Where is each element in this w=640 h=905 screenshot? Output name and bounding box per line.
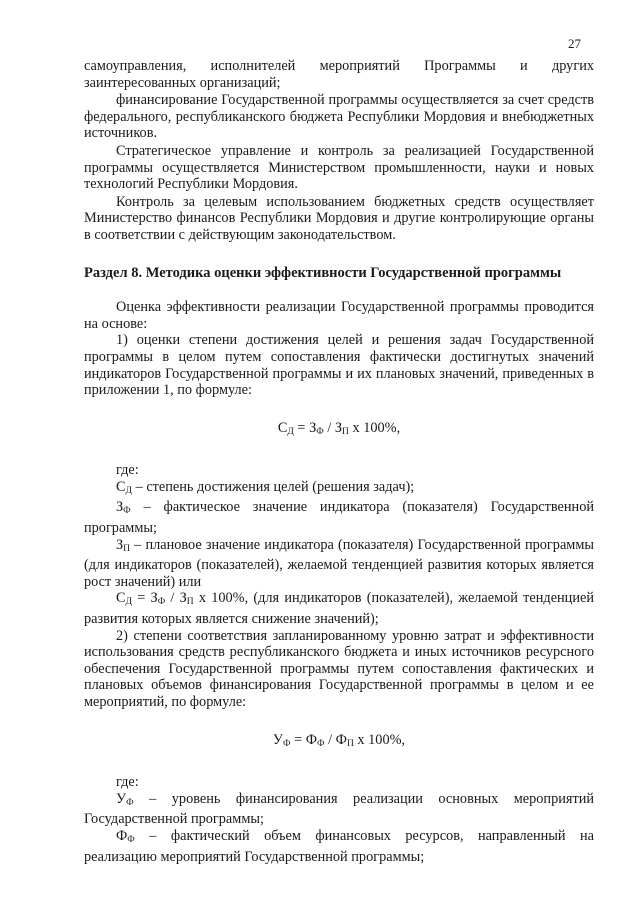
formula-uf [84, 732, 594, 753]
def-text: – степень достижения целей (решения задач); [132, 478, 415, 495]
def-subscript: Д [125, 485, 133, 496]
definition-ff [84, 828, 594, 865]
formula-cd [84, 420, 594, 441]
def-subscript: Ф [127, 834, 135, 845]
def-text: – плановое значение индикатора (показателя) Государственной программы (для индикаторов (показателей), желаемой тенденцией развития которых является рост значений) или [84, 536, 594, 590]
def-symbol: Ф [116, 827, 128, 844]
formula-subscript: Ф [316, 426, 324, 437]
paragraph: самоуправления, исполнителей мероприятий Программы и других заинтересованных организаций; [84, 58, 594, 91]
paragraph: Контроль за целевым использованием бюджетных средств осуществляет Министерство финансов Республики Мордовия и другие контролирующие органы в соответствии с действующим законодательством. [84, 193, 594, 243]
def-text: – фактический объем финансовых ресурсов, направленный на реализацию мероприятий Государственной программы; [84, 827, 594, 865]
formula-symbol: У [272, 731, 284, 748]
def-symbol: С [116, 590, 126, 607]
def-symbol: / З [165, 590, 187, 607]
paragraph: Стратегическое управление и контроль за реализацией Государственной программы осуществляется Министерством промышленности, науки и новых технологий Республики Мордовия. [84, 142, 594, 193]
formula-tail: х 100%, [353, 731, 406, 748]
where-label: где: [116, 462, 139, 479]
def-symbol: У [116, 790, 127, 807]
def-subscript: Ф [126, 797, 134, 808]
formula-tail: х 100%, [348, 419, 401, 436]
def-subscript: П [123, 543, 131, 554]
formula-symbol: / З [323, 419, 343, 436]
formula-symbol: = Ф [290, 731, 318, 748]
paragraph-item-2: 2) степени соответствия запланированному уровню затрат и эффективности использования средств республиканского бюджета и иных источников ресурсного обеспечения Государственной программы путем сопоставления фактических и плановых объемов финансирования Государственной программы в целом и ее мероприятий, по формуле: [84, 627, 594, 710]
paragraph: финансирование Государственной программы осуществляется за счет средств федерального, республиканского бюджета Республики Мордовия и внебюджетных источников. [84, 92, 594, 142]
definition-cd [84, 479, 594, 500]
page-number: 27 [568, 36, 581, 51]
def-symbol: = З [132, 590, 158, 607]
def-symbol: З [116, 536, 124, 553]
formula-symbol: = З [293, 419, 317, 436]
formula-subscript: Ф [317, 738, 325, 749]
formula-symbol: / Ф [324, 731, 347, 748]
def-symbol: З [116, 499, 124, 516]
formula-symbol: С [277, 419, 288, 436]
paragraph-item-1: 1) оценки степени достижения целей и решения задач Государственной программы в целом путем сопоставления фактически достигнутых значений индикаторов Государственной программы и их плановых значений, приведенных в приложении 1, по формуле: [84, 332, 594, 399]
def-subscript: П [186, 597, 194, 608]
def-subscript: Д [125, 597, 133, 608]
paragraph-intro: Оценка эффективности реализации Государственной программы проводится на основе: [84, 299, 594, 332]
definition-zf [84, 499, 594, 536]
formula-subscript: Д [287, 426, 294, 437]
section-heading: Раздел 8. Методика оценки эффективности Государственной программы [84, 264, 562, 281]
def-subscript: Ф [123, 506, 131, 517]
def-symbol: С [116, 478, 126, 495]
document-body [84, 58, 594, 865]
definition-zp [84, 537, 594, 591]
definition-cd-decrease [84, 590, 594, 627]
formula-subscript: Ф [283, 738, 291, 749]
formula-subscript: П [342, 426, 349, 437]
where-label: где: [116, 774, 139, 791]
definition-uf [84, 791, 594, 828]
formula-subscript: П [346, 738, 354, 749]
def-text: – фактическое значение индикатора (показателя) Государственной программы; [84, 499, 594, 537]
def-text: х 100%, (для индикаторов (показателей), желаемой тенденцией развития которых является снижение значений); [84, 590, 594, 628]
def-subscript: Ф [157, 597, 166, 608]
def-text: – уровень финансирования реализации основных мероприятий Государственной программы; [84, 790, 594, 828]
